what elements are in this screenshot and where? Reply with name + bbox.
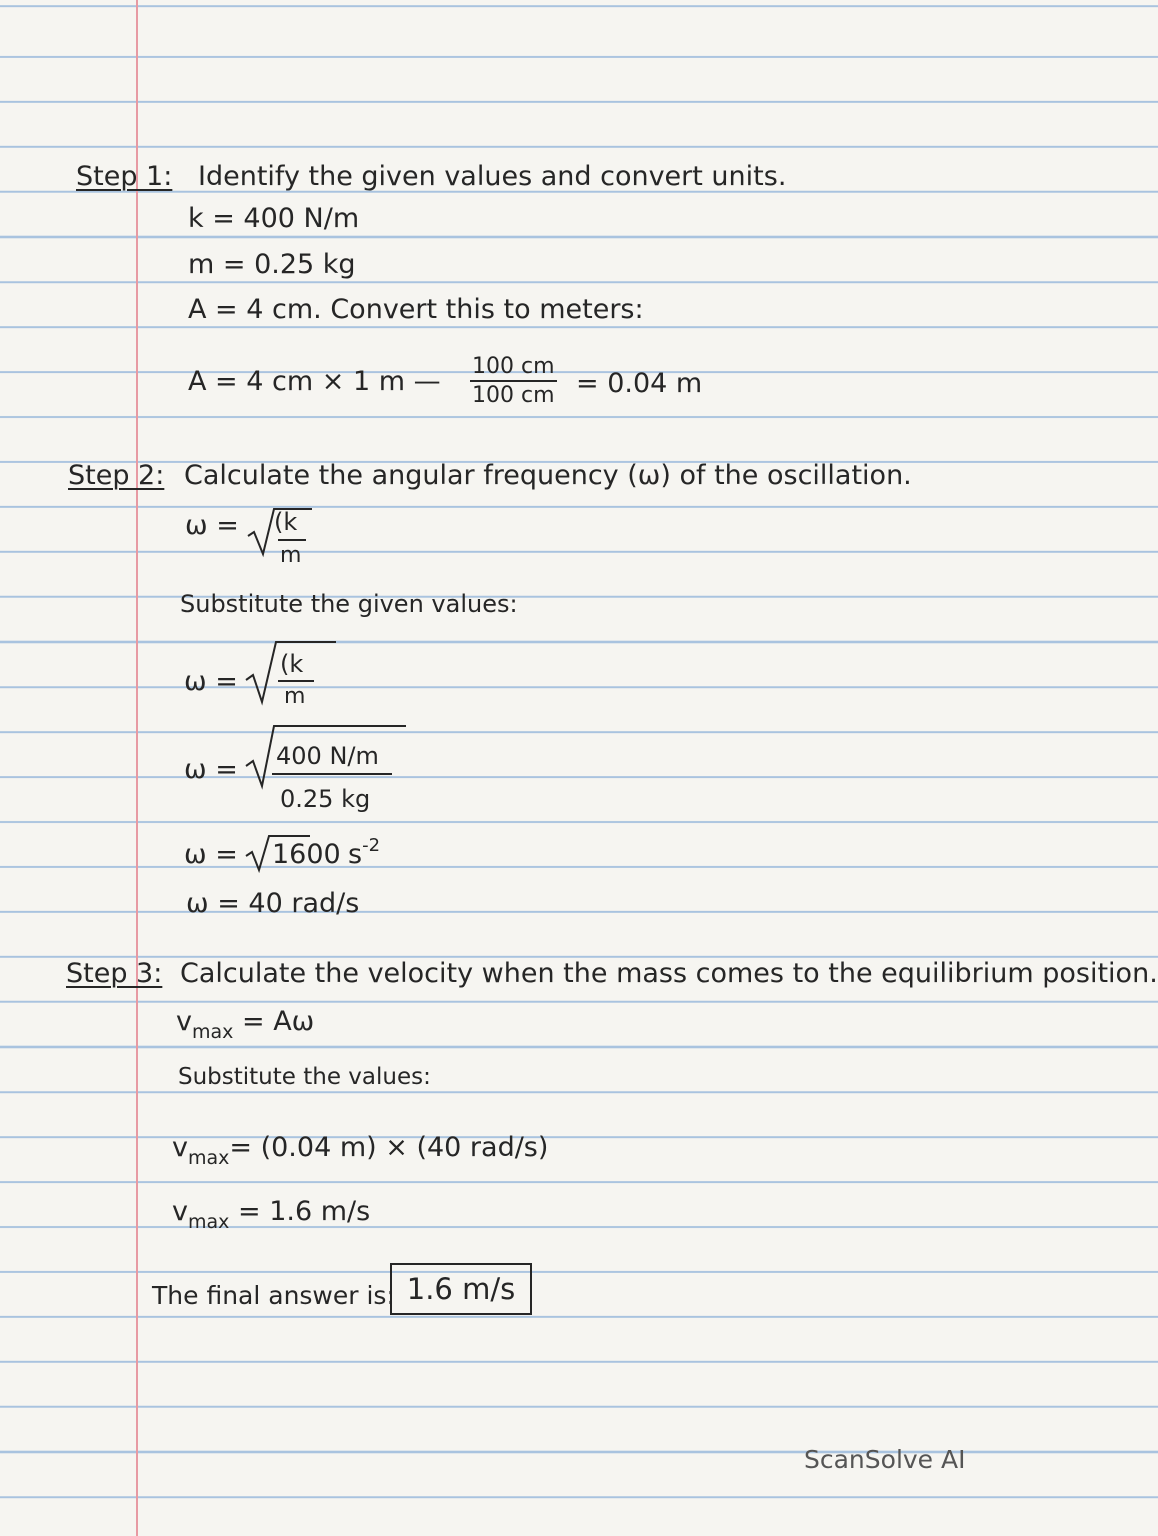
step1-description: Identify the given values and convert units. xyxy=(198,161,787,192)
fraction-bar-3 xyxy=(272,773,392,775)
substitute-label: Substitute the given values: xyxy=(180,590,518,618)
final-answer-value: 1.6 m/s xyxy=(406,1272,516,1306)
conversion-fraction xyxy=(470,356,557,407)
omega-substituted-lhs: ω = xyxy=(184,754,238,785)
v-symbol-3: v xyxy=(172,1196,188,1227)
conversion-numerator: 100 cm xyxy=(470,356,557,382)
step3-description: Calculate the velocity when the mass comes to the equilibrium position. xyxy=(180,958,1158,989)
watermark: ScanSolve AI xyxy=(804,1445,966,1474)
omega-simplified-lhs: ω = xyxy=(184,839,238,870)
k-symbol: (k xyxy=(274,508,298,536)
final-answer-box xyxy=(390,1263,532,1315)
omega-formula-lhs: ω = xyxy=(185,510,239,541)
final-answer-label: The final answer is: xyxy=(152,1281,395,1310)
fraction-bar-2 xyxy=(278,680,314,682)
vmax-result-rhs: = 1.6 m/s xyxy=(237,1196,371,1227)
sqrt-value: 1600 xyxy=(272,839,341,870)
v-symbol-2: v xyxy=(172,1132,188,1163)
vmax-result xyxy=(172,1196,371,1233)
notebook-margin-line xyxy=(136,0,138,1536)
vmax-substitution-rhs: = (0.04 m) × (40 rad/s) xyxy=(229,1132,549,1163)
conversion-denominator: 100 cm xyxy=(472,383,555,408)
max-subscript: max xyxy=(191,1021,234,1043)
denominator-value: 0.25 kg xyxy=(280,785,371,813)
max-subscript-2: max xyxy=(187,1147,230,1169)
given-k: k = 400 N/m xyxy=(188,203,360,234)
m-symbol: m xyxy=(280,543,302,568)
step1-heading: Step 1: xyxy=(76,161,173,192)
step3-heading: Step 3: xyxy=(66,958,163,989)
omega-formula-lhs-2: ω = xyxy=(184,666,238,697)
substitute-values-label: Substitute the values: xyxy=(178,1064,431,1090)
vmax-substitution xyxy=(172,1132,549,1169)
max-subscript-3: max xyxy=(187,1211,230,1233)
omega-result: ω = 40 rad/s xyxy=(186,888,360,919)
vmax-formula-rhs: = Aω xyxy=(241,1006,315,1037)
step2-description: Calculate the angular frequency (ω) of the oscillation. xyxy=(184,460,912,491)
given-m: m = 0.25 kg xyxy=(188,249,356,280)
m-symbol-2: m xyxy=(284,684,306,709)
unit-exponent: -2 xyxy=(362,835,381,856)
given-a: A = 4 cm. Convert this to meters: xyxy=(188,294,644,325)
fraction-bar xyxy=(278,539,306,541)
unit-s: s xyxy=(348,839,363,870)
sqrt-unit xyxy=(348,835,381,870)
vmax-formula xyxy=(176,1006,315,1043)
conversion-right: = 0.04 m xyxy=(576,368,703,399)
numerator-value: 400 N/m xyxy=(276,742,379,770)
k-symbol-2: (k xyxy=(280,650,304,678)
v-symbol: v xyxy=(176,1006,192,1037)
conversion-left: A = 4 cm × 1 m — xyxy=(188,366,441,397)
step2-heading: Step 2: xyxy=(68,460,165,491)
